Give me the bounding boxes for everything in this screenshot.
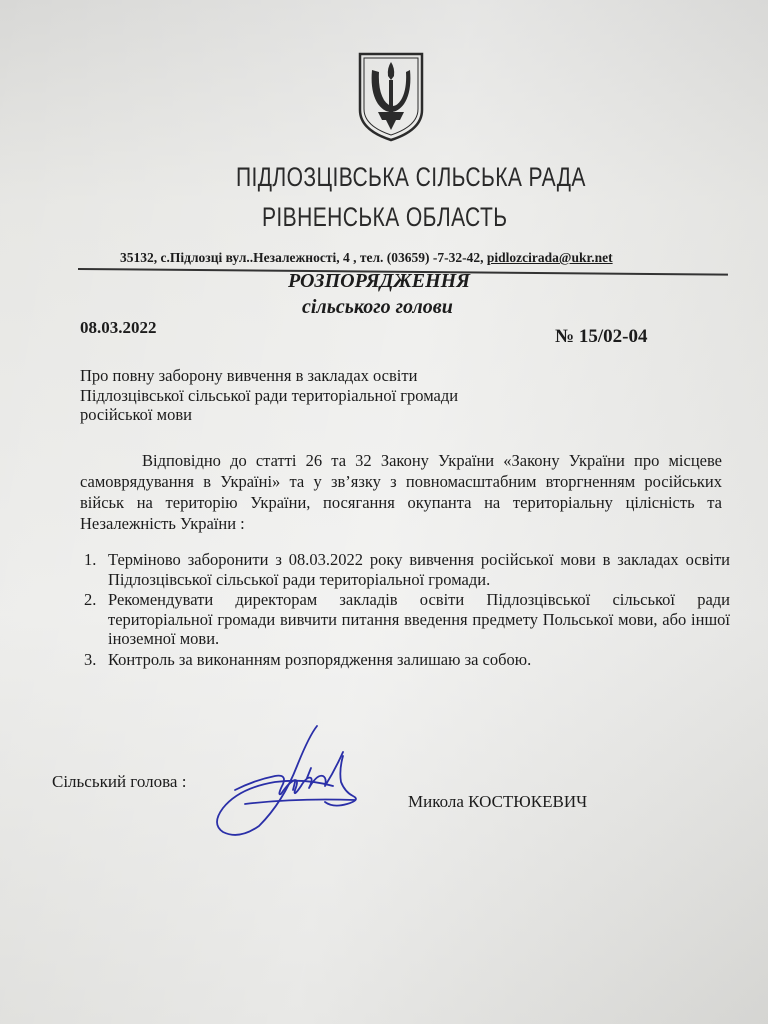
- list-item: [80, 650, 730, 670]
- council-name: ПІДЛОЗЦІВСЬКА СІЛЬСЬКА РАДА: [236, 162, 586, 192]
- document-date: 08.03.2022: [80, 318, 157, 337]
- address-text: 35132, с.Підлозці вул..Незалежності, 4 , тел. (03659) -7-32-42,: [120, 250, 487, 265]
- handwritten-signature: [205, 720, 385, 840]
- address-line: [120, 250, 613, 266]
- list-item-text: Терміново заборонити з 08.03.2022 року вивчення російської мови в закладах освіти Підлозцівської сільської ради територіальної громади.: [108, 550, 730, 589]
- order-list: [80, 550, 730, 670]
- list-item-number: 1.: [84, 550, 97, 569]
- list-item-number: 3.: [84, 649, 97, 669]
- region-name: РІВНЕНСЬКА ОБЛАСТЬ: [262, 202, 508, 232]
- document-subject: Про повну заборону вивчення в закладах освіти Підлозцівської сільської ради територіальної громади російської мови: [80, 366, 459, 424]
- email-link[interactable]: pidlozcirada@ukr.net: [486, 250, 613, 265]
- list-item-text: Контроль за виконанням розпорядження залишаю за собою.: [108, 649, 532, 669]
- signature-label: Сільський голова :: [52, 772, 187, 791]
- document-title: РОЗПОРЯДЖЕННЯ: [288, 270, 471, 292]
- list-item-number: 2.: [84, 590, 97, 609]
- signer-name: Микола КОСТЮКЕВИЧ: [408, 792, 588, 811]
- document-number: № 15/02-04: [555, 326, 648, 347]
- document-body: Відповідно до статті 26 та 32 Закону України «Закону України про місцеве самоврядування в Україні» та у зв’язку з повномасштабним вторгненням російських військ на територію України, посягання окупанта на територіальну цілісність та Незалежність України :: [80, 451, 722, 533]
- list-item: [80, 550, 730, 589]
- document-subtitle: сільського голови: [302, 296, 453, 318]
- list-item: [80, 590, 730, 649]
- trident-coat-of-arms-icon: [356, 50, 426, 142]
- list-item-text: Рекомендувати директорам закладів освіти Підлозцівської сільської ради територіальної громади вивчити питання введення предмету Польської мови, або іншої іноземної мови.: [108, 590, 730, 648]
